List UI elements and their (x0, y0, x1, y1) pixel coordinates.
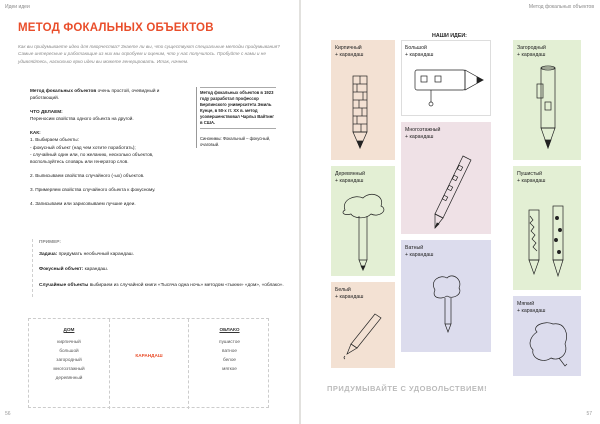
card-sub: + карандаш (335, 177, 364, 184)
white-pencil-icon (331, 282, 395, 368)
list-item: большой (59, 348, 79, 353)
step-4: 4. Записываем или зарисовываем лучшие идеи. (30, 201, 136, 207)
example-random (39, 282, 284, 289)
how-heading: КАК: (30, 130, 41, 136)
example-random-text: выбираем из случайной книги «Тысяча одна ночь» методом «тыкни» «дом», «облако». (88, 282, 284, 288)
idea-card-wooden (331, 166, 395, 276)
page-number: 56 (5, 411, 11, 417)
card-title: Мягкий (517, 301, 535, 307)
example-heading: ПРИМЕР: (39, 240, 62, 245)
card-sub: + карандаш (335, 293, 364, 300)
example-focal (39, 266, 284, 273)
ideas-title: НАШИ ИДЕИ: (432, 33, 467, 39)
method-intro-bold: Метод фокальных объектов (30, 88, 97, 93)
idea-card-big (401, 40, 491, 116)
table-center-label: КАРАНДАШ (135, 353, 163, 358)
card-sub: + карандаш (405, 133, 434, 140)
table-col-cloud (189, 319, 270, 409)
step-1-a: - фокусный объект (над чем хотите поработать); (30, 144, 136, 150)
list-item: пушистое (219, 339, 240, 344)
method-intro (30, 87, 188, 101)
card-sub: + карандаш (517, 307, 546, 314)
example-task-text: придумать необычный карандаш. (57, 252, 134, 258)
card-sub: + карандаш (405, 251, 434, 258)
left-page (0, 0, 299, 424)
country-pencil-icon (513, 40, 581, 160)
table-col-pencil (110, 319, 189, 409)
step-1 (30, 136, 188, 164)
idea-card-fluffy (513, 166, 581, 290)
example-random-label: Случайные объекты (39, 282, 89, 288)
idea-card-country (513, 40, 581, 160)
card-sub: + карандаш (405, 51, 434, 58)
closing-slogan: ПРИДУМЫВАЙТЕ С УДОВОЛЬСТВИЕМ! (327, 384, 488, 393)
card-title: Большой (405, 45, 427, 51)
idea-card-cotton (401, 240, 491, 352)
cotton-pencil-icon (401, 240, 491, 352)
running-head: Идеи идеи (5, 4, 30, 10)
method-intro-rest: очень простой, очевидный и работающий. (30, 88, 160, 101)
todo-block (30, 108, 188, 122)
card-title: Многоэтажный (405, 127, 441, 133)
card-sub: + карандаш (517, 177, 546, 184)
card-title: Деревянный (335, 171, 366, 177)
todo-heading: ЧТО ДЕЛАЕМ: (30, 109, 63, 115)
idea-card-white (331, 282, 395, 368)
intro-text: Как вы придумываете идеи для творчества? Знаете ли вы, что существуют специальные методы придумывания? Самые интересные и работающие из них мы опробуем и оценим, что у нас получилось. Пробуйте с нами и не удивляйтесь, насколько ярко идеи вы можете генерировать. Итак, начнем. (18, 44, 280, 64)
list-item: кирпичный (57, 339, 81, 344)
card-sub: + карандаш (517, 51, 546, 58)
idea-card-multistory (401, 122, 491, 234)
fluffy-pencils-icon (513, 166, 581, 290)
card-title: Загородный (517, 45, 546, 51)
table-header-cloud: ОБЛАКО (219, 327, 240, 332)
list-item: белое (222, 357, 237, 362)
step-2: 2. Выписываем свойства случайного (-ых) объектов. (30, 172, 145, 178)
brick-pencil-icon (331, 40, 395, 160)
step-1-text: 1. Выбираем объекты: (30, 137, 79, 143)
example-focal-label: Фокусный объект: (39, 267, 84, 273)
card-sub: + карандаш (335, 51, 364, 58)
soft-pencil-icon (513, 296, 581, 376)
example-task-label: Задача: (39, 252, 58, 258)
idea-card-soft (513, 296, 581, 376)
card-title: Кирпичный (335, 45, 362, 51)
example-block (32, 239, 284, 297)
list-item: ватное (222, 348, 237, 353)
todo-text: Переносим свойства одного объекта на другой. (30, 116, 134, 122)
step-1-b: - случайный один или, по желанию, несколько объектов, воспользуйтесь словарь или генератор слов. (30, 151, 154, 164)
multistory-pencil-icon (401, 122, 491, 234)
page-title: МЕТОД ФОКАЛЬНЫХ ОБЪЕКТОВ (18, 22, 214, 34)
list-item: деревянный (55, 375, 83, 380)
tree-pencil-icon (331, 166, 395, 276)
card-title: Белый (335, 287, 351, 293)
example-task (39, 251, 284, 258)
idea-card-brick (331, 40, 395, 160)
sidebar-info (196, 87, 276, 148)
method-description (30, 87, 188, 214)
list-item: мягкое (222, 366, 237, 371)
step-3: 3. Примеряем свойства случайного объекта к фокусному. (30, 186, 156, 192)
list-item: многоэтажный (53, 366, 85, 371)
table-header-house: ДОМ (63, 327, 75, 332)
association-table (28, 318, 269, 408)
card-title: Пушистый (517, 171, 542, 177)
page-number: 57 (586, 411, 592, 417)
how-block (30, 129, 188, 136)
history-note: Метод фокальных объектов в 1923 году разработал профессор Берлинского университета Эмиль Кунце, в 50-х гг. XX в. метод усовершенствовал Чарльз Вайтинг в США. (200, 87, 276, 129)
list-item: загородный (56, 357, 82, 362)
table-col-house (29, 319, 110, 409)
running-head: Метод фокальных объектов (528, 4, 594, 10)
right-page (301, 0, 600, 424)
big-pencil-icon (401, 40, 491, 116)
synonym-note: Синонимы: Фокальный – фокусный, очаговый. (200, 136, 271, 147)
example-focal-text: карандаш. (83, 267, 109, 273)
card-title: Ватный (405, 245, 424, 251)
